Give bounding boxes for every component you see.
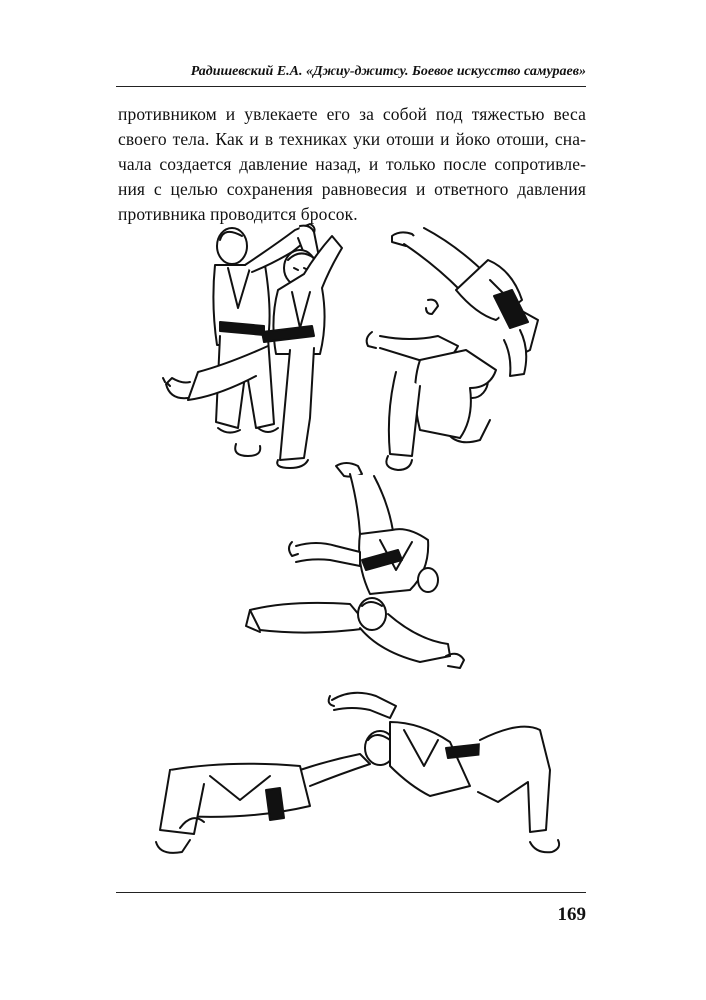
body-line: ния с целью сохранения равновесия и ответного давления (118, 179, 586, 199)
page-number: 169 (557, 904, 586, 925)
body-line: противником и увлекаете его за собой под тяжестью веса (118, 104, 586, 124)
running-head: Радишевский Е.А. «Джиу-джитсу. Боевое искусство самураев» (190, 64, 586, 79)
footer-rule (116, 892, 586, 893)
body-line: противника проводится бросок. (118, 204, 358, 224)
figure-throw-step-3 (246, 463, 464, 668)
figure-throw-step-4 (156, 693, 559, 853)
figure-throw-step-2 (367, 228, 538, 470)
body-line: чала создается давление назад, и только после сопротивле- (118, 154, 586, 174)
body-line: своего тела. Как и в техниках уки отоши и йоко отоши, сна- (118, 129, 586, 149)
figure-throw-step-1 (163, 224, 342, 468)
